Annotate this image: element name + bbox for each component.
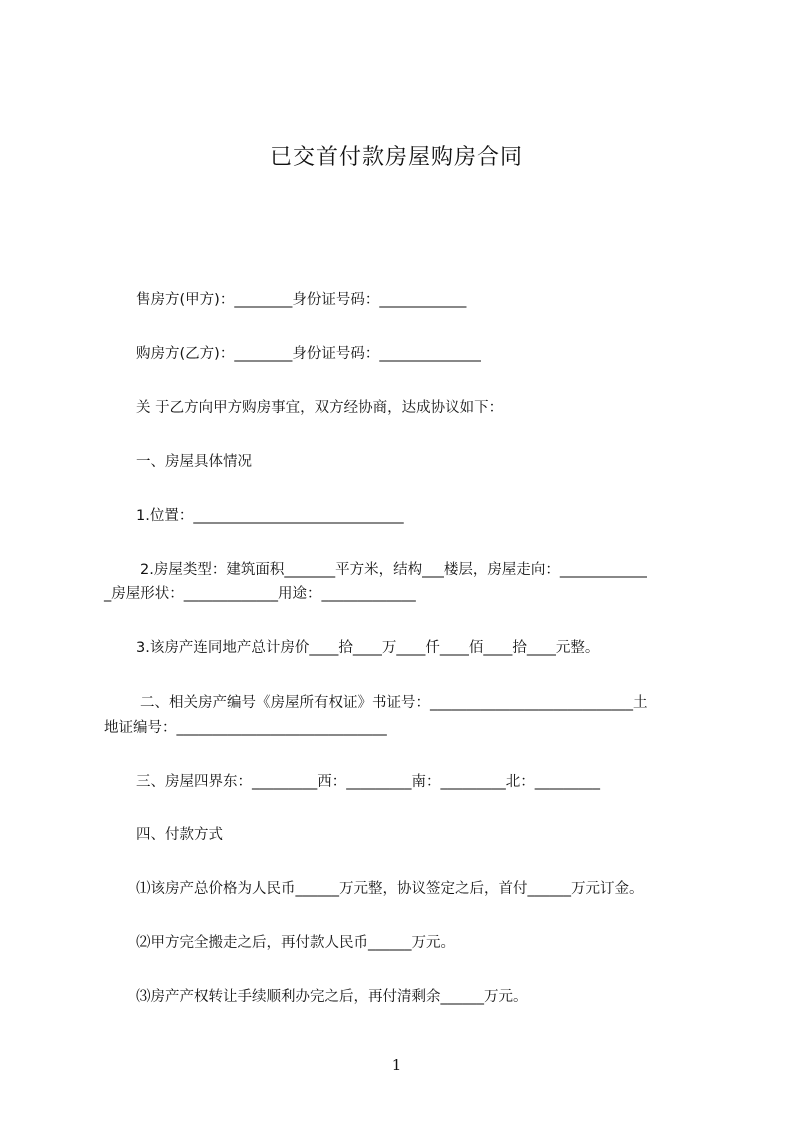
house-type-line: 2.房屋类型：建筑面积_______平方米，结构___楼层，房屋走向：____________: [140, 562, 647, 578]
location-line: 1.位置：_____________________________: [136, 508, 404, 524]
seller-line: 售房方(甲方)：________身份证号码：____________: [136, 292, 467, 308]
land-cert-line: 地证编号：_____________________________: [104, 720, 387, 736]
payment-item-3: ⑶房产产权转让手续顺利办完之后，再付清剩余______万元。: [136, 989, 528, 1005]
house-type-line-continued: _房屋形状：_____________用途：_____________: [104, 586, 416, 602]
section-heading-property-numbers: 二、相关房产编号《房屋所有权证》书证号：____________________________土: [140, 695, 648, 711]
price-line: 3.该房产连同地产总计房价____拾____万____仟____佰____拾____元整。: [136, 640, 600, 656]
intro-paragraph: 关 于乙方向甲方购房事宜，双方经协商，达成协议如下：: [136, 400, 504, 416]
section-heading-boundaries: 三、房屋四界东：_________西：_________南：_________北：_________: [136, 774, 600, 790]
page-title: 已交首付款房屋购房合同: [269, 145, 523, 170]
payment-item-1: ⑴该房产总价格为人民币______万元整，协议签定之后，首付______万元订金。: [136, 881, 644, 897]
page-number: 1: [391, 1056, 402, 1074]
buyer-line: 购房方(乙方)：________身份证号码：______________: [136, 346, 481, 362]
section-heading-payment: 四、付款方式: [136, 827, 223, 843]
section-heading-house: 一、房屋具体情况: [136, 454, 252, 470]
payment-item-2: ⑵甲方完全搬走之后，再付款人民币______万元。: [136, 935, 455, 951]
